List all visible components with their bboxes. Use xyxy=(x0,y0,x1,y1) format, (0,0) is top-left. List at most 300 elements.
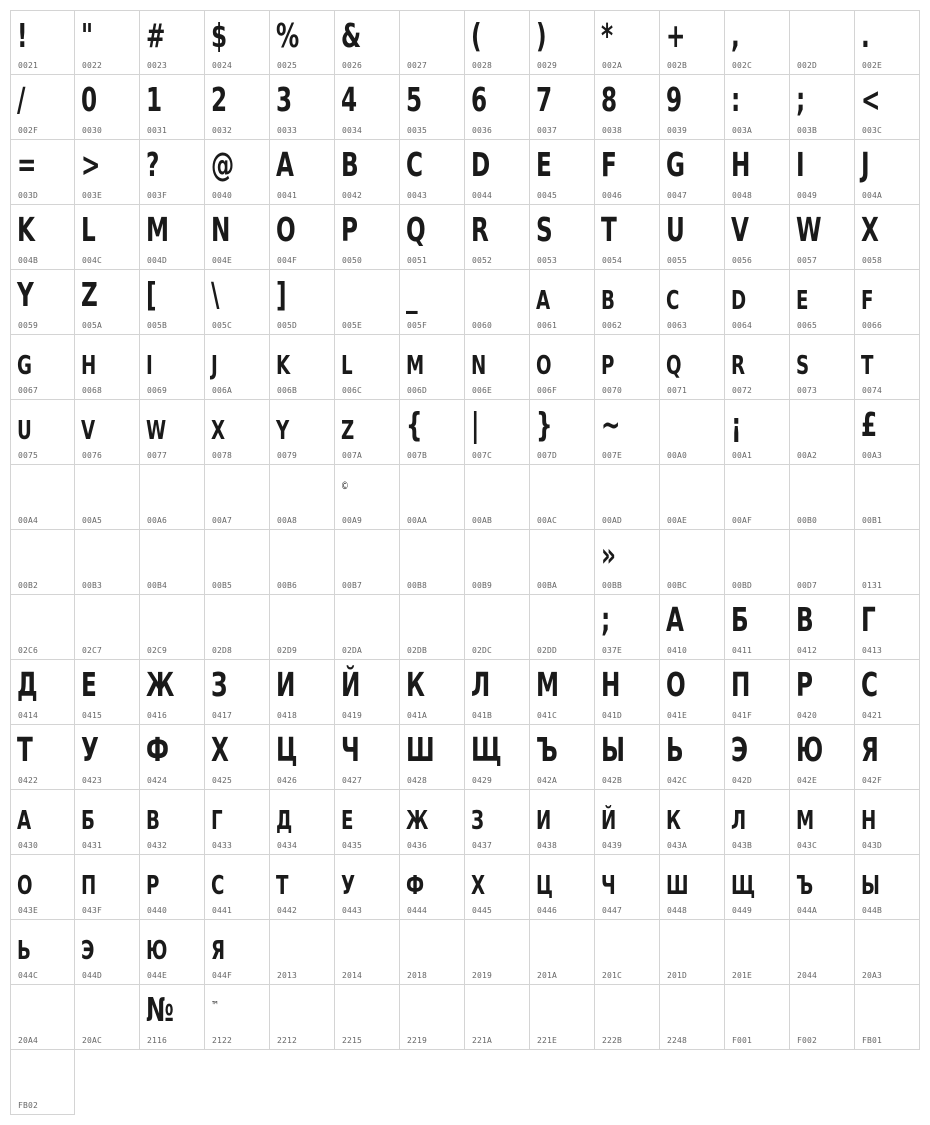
glyph-cell xyxy=(790,270,855,335)
glyph-char: H xyxy=(731,145,751,184)
glyph-code: 0041 xyxy=(277,191,298,200)
glyph-code: 0043 xyxy=(407,191,428,200)
glyph-cell xyxy=(205,595,270,660)
glyph-code: 0036 xyxy=(472,126,493,135)
glyph-code: 002C xyxy=(732,61,753,70)
glyph-code: 007E xyxy=(602,451,623,460)
glyph-code: 0423 xyxy=(82,776,103,785)
glyph-code: 0067 xyxy=(18,386,39,395)
glyph-code: 003D xyxy=(18,191,39,200)
glyph-cell xyxy=(140,335,205,400)
glyph-char: С xyxy=(211,871,225,901)
glyph-char: K xyxy=(276,351,291,381)
glyph-code: 0421 xyxy=(862,711,883,720)
glyph-code: 0025 xyxy=(277,61,298,70)
glyph-cell xyxy=(205,660,270,725)
glyph-code: 00A1 xyxy=(732,451,753,460)
glyph-char: D xyxy=(471,145,491,184)
glyph-code: 0413 xyxy=(862,646,883,655)
glyph-char: Л xyxy=(731,806,747,836)
glyph-code: 201A xyxy=(537,971,558,980)
glyph-code: 2219 xyxy=(407,1036,428,1045)
glyph-cell xyxy=(270,725,335,790)
glyph-cell xyxy=(595,985,660,1050)
glyph-code: 003F xyxy=(147,191,168,200)
glyph-code: 0051 xyxy=(407,256,428,265)
glyph-cell xyxy=(725,725,790,790)
glyph-cell xyxy=(400,985,465,1050)
glyph-cell xyxy=(465,270,530,335)
glyph-cell xyxy=(465,10,530,75)
glyph-cell xyxy=(725,400,790,465)
glyph-char: ™ xyxy=(211,999,219,1012)
glyph-char: А xyxy=(17,806,32,836)
glyph-cell xyxy=(335,660,400,725)
glyph-char: Ы xyxy=(601,730,625,769)
glyph-char: S xyxy=(796,351,810,381)
glyph-code: 0052 xyxy=(472,256,493,265)
glyph-char: Ъ xyxy=(796,871,814,901)
glyph-cell xyxy=(205,465,270,530)
glyph-code: 0068 xyxy=(82,386,103,395)
glyph-code: 003A xyxy=(732,126,753,135)
glyph-cell xyxy=(140,75,205,140)
glyph-cell xyxy=(10,790,75,855)
glyph-char: E xyxy=(536,145,552,184)
glyph-cell xyxy=(855,855,920,920)
glyph-char: D xyxy=(731,286,747,316)
glyph-cell xyxy=(270,595,335,660)
glyph-char: % xyxy=(276,16,300,55)
glyph-code: 00AD xyxy=(602,516,623,525)
glyph-cell xyxy=(400,530,465,595)
glyph-code: 037E xyxy=(602,646,623,655)
glyph-char: [ xyxy=(146,275,157,314)
glyph-code: 0026 xyxy=(342,61,363,70)
glyph-cell xyxy=(205,400,270,465)
glyph-code: 2212 xyxy=(277,1036,298,1045)
glyph-char: U xyxy=(666,210,685,249)
glyph-code: 0417 xyxy=(212,711,233,720)
glyph-char: K xyxy=(17,210,35,249)
glyph-cell xyxy=(270,140,335,205)
glyph-code: 0044 xyxy=(472,191,493,200)
glyph-char: ? xyxy=(146,145,160,184)
glyph-cell xyxy=(725,270,790,335)
glyph-cell xyxy=(10,985,75,1050)
glyph-cell xyxy=(660,725,725,790)
glyph-cell xyxy=(335,75,400,140)
glyph-code: 2019 xyxy=(472,971,493,980)
glyph-cell xyxy=(465,660,530,725)
glyph-code: 0070 xyxy=(602,386,623,395)
glyph-char: V xyxy=(81,416,96,446)
glyph-cell xyxy=(335,595,400,660)
glyph-code: 0418 xyxy=(277,711,298,720)
glyph-code: 0024 xyxy=(212,61,233,70)
glyph-cell xyxy=(75,465,140,530)
glyph-char: { xyxy=(406,405,423,444)
glyph-code: 00BB xyxy=(602,581,623,590)
glyph-code: 00A9 xyxy=(342,516,363,525)
glyph-char: ; xyxy=(601,600,611,639)
glyph-cell xyxy=(205,75,270,140)
glyph-code: 0441 xyxy=(212,906,233,915)
glyph-code: 0028 xyxy=(472,61,493,70)
glyph-code: 0035 xyxy=(407,126,428,135)
glyph-cell xyxy=(205,855,270,920)
glyph-char: I xyxy=(146,351,153,381)
glyph-cell xyxy=(530,855,595,920)
glyph-char: Щ xyxy=(731,871,756,901)
glyph-char: 3 xyxy=(276,80,293,119)
glyph-cell xyxy=(270,920,335,985)
glyph-cell xyxy=(465,855,530,920)
glyph-char: F xyxy=(861,286,874,316)
glyph-code: 0038 xyxy=(602,126,623,135)
glyph-char: S xyxy=(536,210,553,249)
glyph-cell xyxy=(465,400,530,465)
glyph-code: 0023 xyxy=(147,61,168,70)
glyph-cell xyxy=(335,985,400,1050)
glyph-cell xyxy=(855,465,920,530)
glyph-cell xyxy=(400,660,465,725)
glyph-char: & xyxy=(341,16,362,55)
glyph-char: » xyxy=(601,535,616,574)
glyph-code: 00A4 xyxy=(18,516,39,525)
glyph-cell xyxy=(335,205,400,270)
glyph-cell xyxy=(465,725,530,790)
glyph-code: 0030 xyxy=(82,126,103,135)
glyph-code: 004E xyxy=(212,256,233,265)
glyph-code: 201E xyxy=(732,971,753,980)
glyph-char: C xyxy=(406,145,424,184)
glyph-cell xyxy=(205,140,270,205)
glyph-char: О xyxy=(666,665,686,704)
glyph-code: 0436 xyxy=(407,841,428,850)
glyph-cell xyxy=(855,140,920,205)
glyph-cell xyxy=(595,400,660,465)
glyph-cell xyxy=(75,335,140,400)
glyph-cell xyxy=(855,400,920,465)
glyph-code: 0046 xyxy=(602,191,623,200)
glyph-code: 0072 xyxy=(732,386,753,395)
glyph-code: 007C xyxy=(472,451,493,460)
glyph-char: > xyxy=(81,145,101,184)
glyph-char: Г xyxy=(861,600,876,639)
glyph-cell xyxy=(400,595,465,660)
glyph-char: M xyxy=(406,351,425,381)
glyph-code: 0440 xyxy=(147,906,168,915)
glyph-char: 6 xyxy=(471,80,488,119)
glyph-code: 0031 xyxy=(147,126,168,135)
glyph-cell xyxy=(465,75,530,140)
glyph-char: Е xyxy=(81,665,97,704)
glyph-char: Э xyxy=(81,936,95,966)
glyph-char: Б xyxy=(731,600,749,639)
glyph-cell xyxy=(660,595,725,660)
glyph-code: 043B xyxy=(732,841,753,850)
glyph-code: 00A3 xyxy=(862,451,883,460)
glyph-cell xyxy=(205,335,270,400)
glyph-cell xyxy=(790,75,855,140)
glyph-char: } xyxy=(536,405,553,444)
glyph-cell xyxy=(790,920,855,985)
glyph-code: 002F xyxy=(18,126,39,135)
glyph-char: G xyxy=(17,351,32,381)
glyph-cell xyxy=(725,75,790,140)
glyph-cell xyxy=(400,270,465,335)
glyph-code: 004A xyxy=(862,191,883,200)
glyph-cell xyxy=(140,855,205,920)
glyph-cell xyxy=(75,790,140,855)
glyph-char: T xyxy=(861,351,874,381)
glyph-cell xyxy=(10,660,75,725)
glyph-cell xyxy=(10,140,75,205)
glyph-code: 0431 xyxy=(82,841,103,850)
glyph-cell xyxy=(10,75,75,140)
glyph-cell xyxy=(465,465,530,530)
glyph-code: 00B8 xyxy=(407,581,428,590)
glyph-code: 0444 xyxy=(407,906,428,915)
glyph-char: G xyxy=(666,145,686,184)
glyph-code: 003C xyxy=(862,126,883,135)
glyph-code: 042E xyxy=(797,776,818,785)
glyph-char: , xyxy=(731,16,740,55)
glyph-char: К xyxy=(666,806,681,836)
glyph-code: 041D xyxy=(602,711,623,720)
glyph-char: T xyxy=(601,210,617,249)
glyph-char: Q xyxy=(666,351,682,381)
glyph-cell xyxy=(595,465,660,530)
glyph-cell xyxy=(270,75,335,140)
glyph-code: 0029 xyxy=(537,61,558,70)
glyph-code: 044A xyxy=(797,906,818,915)
glyph-code: 0430 xyxy=(18,841,39,850)
glyph-code: 02C9 xyxy=(147,646,168,655)
glyph-char: Я xyxy=(861,730,879,769)
glyph-code: 00B6 xyxy=(277,581,298,590)
glyph-cell xyxy=(10,400,75,465)
glyph-code: 00D7 xyxy=(797,581,818,590)
glyph-code: 007A xyxy=(342,451,363,460)
glyph-cell xyxy=(725,465,790,530)
glyph-code: 0426 xyxy=(277,776,298,785)
glyph-code: 00B2 xyxy=(18,581,39,590)
glyph-code: 0062 xyxy=(602,321,623,330)
glyph-cell xyxy=(205,10,270,75)
glyph-cell xyxy=(400,140,465,205)
glyph-cell xyxy=(140,270,205,335)
glyph-code: FB01 xyxy=(862,1036,883,1045)
glyph-cell xyxy=(530,10,595,75)
glyph-cell xyxy=(335,465,400,530)
glyph-code: 0069 xyxy=(147,386,168,395)
glyph-char: = xyxy=(17,145,37,184)
glyph-char: С xyxy=(861,665,879,704)
glyph-code: 0042 xyxy=(342,191,363,200)
glyph-char: Р xyxy=(146,871,160,901)
glyph-code: 004D xyxy=(147,256,168,265)
glyph-cell xyxy=(725,595,790,660)
glyph-cell xyxy=(75,660,140,725)
glyph-char: Ф xyxy=(406,871,425,901)
glyph-char: Y xyxy=(17,275,34,314)
glyph-cell xyxy=(335,10,400,75)
glyph-code: 00A2 xyxy=(797,451,818,460)
glyph-cell xyxy=(335,270,400,335)
glyph-char: " xyxy=(81,16,94,55)
glyph-cell xyxy=(205,270,270,335)
glyph-cell xyxy=(75,595,140,660)
glyph-code: 0055 xyxy=(667,256,688,265)
glyph-char: Ю xyxy=(796,730,824,769)
glyph-code: 0432 xyxy=(147,841,168,850)
glyph-code: 0073 xyxy=(797,386,818,395)
glyph-char: # xyxy=(146,16,166,55)
glyph-cell xyxy=(400,790,465,855)
glyph-char: J xyxy=(861,145,870,184)
glyph-char: И xyxy=(536,806,552,836)
glyph-cell xyxy=(855,205,920,270)
glyph-cell xyxy=(10,10,75,75)
glyph-char: / xyxy=(17,80,26,119)
glyph-char: F xyxy=(601,145,617,184)
glyph-cell xyxy=(530,595,595,660)
glyph-code: 20A3 xyxy=(862,971,883,980)
glyph-char: Д xyxy=(276,806,293,836)
glyph-cell xyxy=(205,530,270,595)
glyph-cell xyxy=(335,855,400,920)
glyph-code: 0075 xyxy=(18,451,39,460)
glyph-cell xyxy=(855,660,920,725)
glyph-code: 00B0 xyxy=(797,516,818,525)
glyph-cell xyxy=(595,530,660,595)
glyph-cell xyxy=(205,790,270,855)
glyph-char: Z xyxy=(81,275,98,314)
glyph-char: U xyxy=(17,416,32,446)
glyph-cell xyxy=(855,10,920,75)
glyph-cell xyxy=(790,660,855,725)
glyph-cell xyxy=(10,725,75,790)
glyph-code: 044B xyxy=(862,906,883,915)
glyph-char: Л xyxy=(471,665,491,704)
glyph-char: Z xyxy=(341,416,355,446)
glyph-code: 0420 xyxy=(797,711,818,720)
glyph-char: O xyxy=(536,351,552,381)
glyph-code: F001 xyxy=(732,1036,753,1045)
glyph-cell xyxy=(75,205,140,270)
glyph-code: 0039 xyxy=(667,126,688,135)
glyph-code: 0047 xyxy=(667,191,688,200)
glyph-cell xyxy=(790,10,855,75)
glyph-char: ; xyxy=(796,80,806,119)
glyph-code: 02D8 xyxy=(212,646,233,655)
glyph-char: J xyxy=(211,351,218,381)
glyph-cell xyxy=(140,660,205,725)
glyph-code: 0057 xyxy=(797,256,818,265)
glyph-char: Й xyxy=(341,665,361,704)
glyph-cell xyxy=(205,985,270,1050)
glyph-cell xyxy=(790,205,855,270)
glyph-code: 02C7 xyxy=(82,646,103,655)
glyph-cell xyxy=(140,725,205,790)
glyph-code: 00A7 xyxy=(212,516,233,525)
glyph-code: 0060 xyxy=(472,321,493,330)
glyph-char: Ь xyxy=(666,730,684,769)
glyph-cell xyxy=(75,400,140,465)
glyph-code: 006B xyxy=(277,386,298,395)
glyph-code: 002E xyxy=(862,61,883,70)
glyph-cell xyxy=(660,10,725,75)
glyph-cell xyxy=(140,205,205,270)
glyph-code: 00AE xyxy=(667,516,688,525)
glyph-code: 0034 xyxy=(342,126,363,135)
glyph-char: L xyxy=(341,351,353,381)
glyph-char: * xyxy=(601,16,614,55)
glyph-cell xyxy=(335,140,400,205)
glyph-char: Ы xyxy=(861,871,880,901)
glyph-char: 4 xyxy=(341,80,358,119)
glyph-char: Я xyxy=(211,936,226,966)
glyph-code: 005C xyxy=(212,321,233,330)
glyph-char: Г xyxy=(211,806,223,836)
glyph-char: З xyxy=(211,665,228,704)
glyph-cell xyxy=(400,465,465,530)
glyph-code: 0066 xyxy=(862,321,883,330)
glyph-char: 8 xyxy=(601,80,618,119)
glyph-code: 0410 xyxy=(667,646,688,655)
glyph-cell xyxy=(530,205,595,270)
glyph-char: Ш xyxy=(666,871,689,901)
glyph-code: 041B xyxy=(472,711,493,720)
glyph-cell xyxy=(790,530,855,595)
glyph-code: 042B xyxy=(602,776,623,785)
glyph-char: 7 xyxy=(536,80,553,119)
glyph-code: 2018 xyxy=(407,971,428,980)
glyph-char: Ч xyxy=(601,871,616,901)
glyph-char: Ъ xyxy=(536,730,558,769)
glyph-code: 2215 xyxy=(342,1036,363,1045)
glyph-code: 02DD xyxy=(537,646,558,655)
glyph-cell xyxy=(790,400,855,465)
glyph-cell xyxy=(75,855,140,920)
glyph-code: 006F xyxy=(537,386,558,395)
glyph-code: 0439 xyxy=(602,841,623,850)
glyph-char: К xyxy=(406,665,425,704)
glyph-code: 0050 xyxy=(342,256,363,265)
glyph-cell xyxy=(725,205,790,270)
glyph-code: 00A8 xyxy=(277,516,298,525)
glyph-code: 005A xyxy=(82,321,103,330)
glyph-code: 002D xyxy=(797,61,818,70)
glyph-char: P xyxy=(601,351,615,381)
glyph-code: 00AC xyxy=(537,516,558,525)
glyph-code: 0040 xyxy=(212,191,233,200)
glyph-char: @ xyxy=(211,145,235,184)
glyph-code: 0442 xyxy=(277,906,298,915)
glyph-cell xyxy=(595,790,660,855)
glyph-char: И xyxy=(276,665,296,704)
glyph-code: 042D xyxy=(732,776,753,785)
glyph-code: 004F xyxy=(277,256,298,265)
glyph-code: 00B1 xyxy=(862,516,883,525)
glyph-cell xyxy=(855,920,920,985)
glyph-code: 221E xyxy=(537,1036,558,1045)
glyph-code: 0033 xyxy=(277,126,298,135)
glyph-char: A xyxy=(536,286,551,316)
glyph-cell xyxy=(10,205,75,270)
